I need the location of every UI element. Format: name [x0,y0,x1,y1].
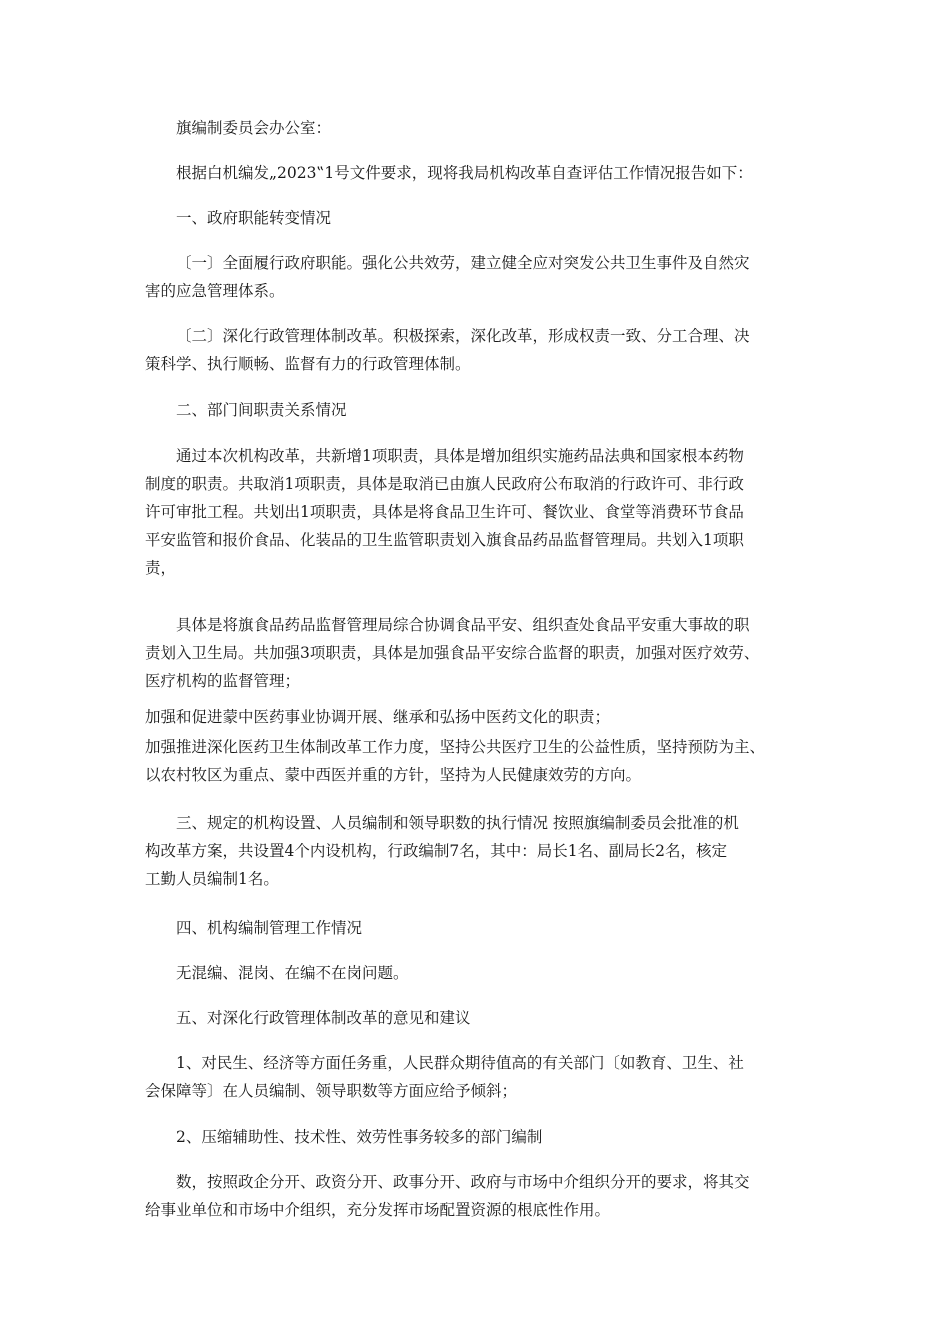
section-3-paragraph: 三、规定的机构设置、人员编制和领导职数的执行情况 按照旗编制委员会批准的机 构改革方案，共设置4个内设机构，行政编制7名，其中：局长1名、副局长2名，核定 工勤人员编制1名。 [145,814,739,888]
section-1-heading: 一、政府职能转变情况 [176,209,332,227]
section-2-paragraph-3: 加强和促进蒙中医药事业协调开展、继承和弘扬中医药文化的职责； [145,708,611,726]
section-1-paragraph-2: 〔二〕深化行政管理体制改革。积极探索，深化改革，形成权责一致、分工合理、决 策科学、执行顺畅、监督有力的行政管理体制。 [145,327,750,373]
section-4-paragraph: 无混编、混岗、在编不在岗问题。 [176,964,409,982]
intro-paragraph: 根据白机编发„2023‟1号文件要求，现将我局机构改革自查评估工作情况报告如下： [176,164,753,182]
section-1-paragraph-1: 〔一〕全面履行政府职能。强化公共效劳，建立健全应对突发公共卫生事件及自然灾 害的应急管理体系。 [145,254,750,300]
section-5-paragraph-2: 2、压缩辅助性、技术性、效劳性事务较多的部门编制 [176,1128,543,1146]
section-5-heading: 五、对深化行政管理体制改革的意见和建议 [176,1009,471,1027]
section-5-paragraph-3: 数，按照政企分开、政资分开、政事分开、政府与市场中介组织分开的要求，将其交 给事业单位和市场中介组织，充分发挥市场配置资源的根底性作用。 [145,1173,750,1219]
salutation: 旗编制委员会办公室： [176,119,332,137]
section-2-paragraph-1: 通过本次机构改革，共新增1项职责，具体是增加组织实施药品法典和国家根本药物 制度的职责。共取消1项职责，具体是取消已由旗人民政府公布取消的行政许可、非行政 许可审批工程。共划出1项职责，具体是将食品卫生许可、餐饮业、食堂等消费环节食品 平安监管和报价食品、化装品的卫生监管职责划入旗食品药品监督管理局。共划入1项职 责， [145,447,744,577]
section-4-heading: 四、机构编制管理工作情况 [176,919,363,937]
section-5-paragraph-1: 1、对民生、经济等方面任务重，人民群众期待值高的有关部门〔如教育、卫生、社 会保障等〕在人员编制、领导职数等方面应给予倾斜； [145,1054,744,1100]
section-2-paragraph-4: 加强推进深化医药卫生体制改革工作力度，坚持公共医疗卫生的公益性质，坚持预防为主、 以农村牧区为重点、蒙中西医并重的方针，坚持为人民健康效劳的方向。 [145,738,766,784]
section-2-heading: 二、部门间职责关系情况 [176,401,347,419]
section-2-paragraph-2: 具体是将旗食品药品监督管理局综合协调食品平安、组织查处食品平安重大事故的职 责划入卫生局。共加强3项职责，具体是加强食品平安综合监督的职责，加强对医疗效劳、 医疗机构的监督管理； [145,616,760,690]
